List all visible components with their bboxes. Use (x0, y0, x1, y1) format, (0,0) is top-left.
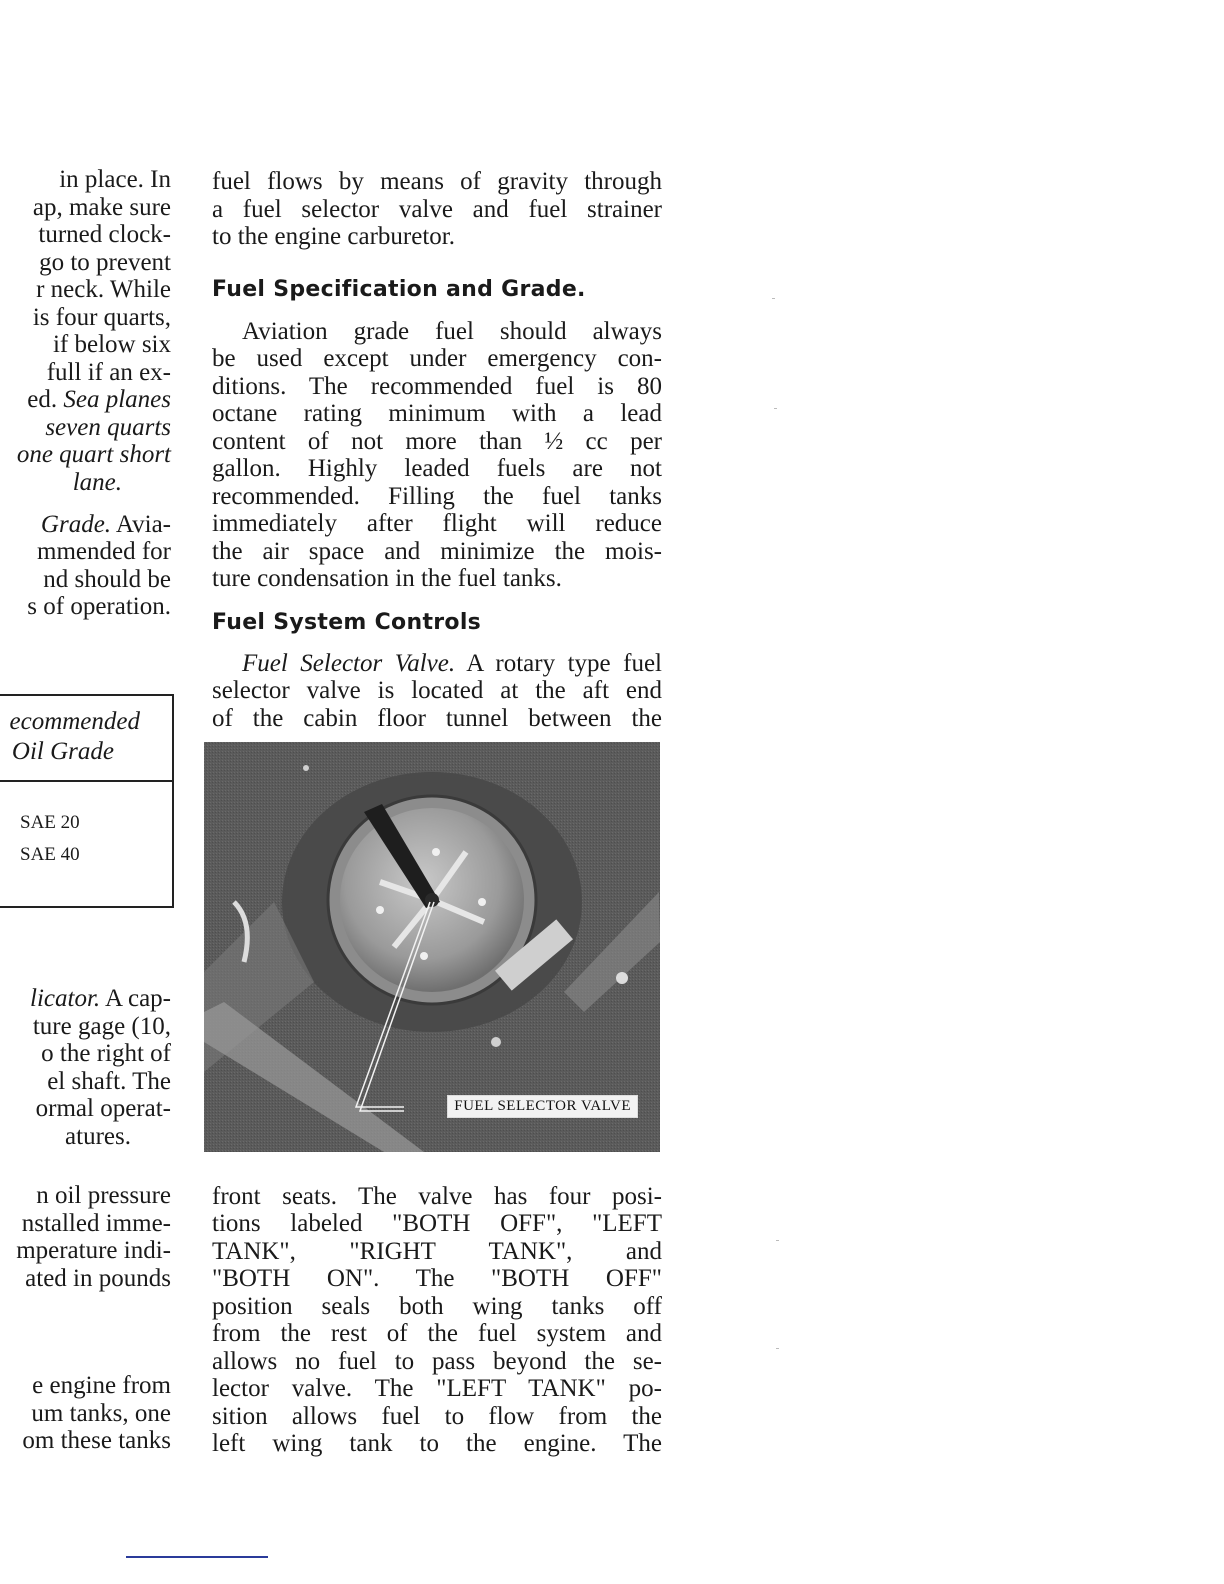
right-text-line: the air space and minimize the mois- (212, 538, 662, 565)
left-text-line: ormal operat- (35, 1095, 171, 1122)
scan-speck (776, 1348, 779, 1349)
left-text-line: r neck. While (36, 276, 171, 303)
figure-caption: FUEL SELECTOR VALVE (447, 1095, 638, 1118)
right-text-line: content of not more than ½ cc per (212, 428, 662, 455)
right-text-line: front seats. The valve has four posi- (212, 1183, 662, 1210)
left-text-line: mperature indi- (16, 1237, 171, 1264)
section-heading-fuel-system-controls: Fuel System Controls (212, 610, 482, 635)
right-text-line: octane rating minimum with a lead (212, 400, 662, 427)
right-text-line: position seals both wing tanks off (212, 1293, 662, 1320)
scan-speck (774, 408, 777, 409)
left-text-italic: one quart short (16, 441, 171, 468)
fuel-selector-valve-illustration (204, 742, 660, 1152)
right-text-line: ture condensation in the fuel tanks. (212, 565, 562, 592)
left-text-fragment: ed. (27, 386, 58, 413)
right-text-line: of the cabin floor tunnel between the (212, 705, 662, 732)
table-header-line: ecommended (9, 708, 140, 735)
left-text-line: n oil pressure (36, 1182, 171, 1209)
right-text-fragment: A rotary type fuel (466, 650, 662, 677)
right-text-line: from the rest of the fuel system and (212, 1320, 662, 1347)
left-text-line: nd should be (43, 566, 171, 593)
right-text-line: TANK", "RIGHT TANK", and (212, 1238, 662, 1265)
right-text-line: allows no fuel to pass beyond the se- (212, 1348, 662, 1375)
left-text-line: e engine from (32, 1372, 171, 1399)
left-text-line: if below six (52, 331, 171, 358)
right-text-line: to the engine carburetor. (212, 223, 455, 250)
scan-speck (772, 298, 775, 299)
right-text-line (212, 650, 662, 678)
left-text-line: full if an ex- (46, 359, 171, 386)
table-header-line: Oil Grade (11, 738, 114, 765)
fuel-selector-valve-photo (204, 742, 660, 1152)
left-text-line: nstalled imme- (21, 1210, 171, 1237)
left-text-line (30, 985, 171, 1013)
left-text-line: mmended for (37, 538, 171, 565)
right-text-line: lector valve. The "LEFT TANK" po- (212, 1375, 662, 1402)
scan-speck (776, 1240, 779, 1241)
right-text-line: selector valve is located at the aft end (212, 677, 662, 704)
right-text-line: fuel flows by means of gravity through (212, 168, 662, 195)
left-text-line (73, 469, 122, 497)
section-heading-fuel-specification: Fuel Specification and Grade. (212, 277, 586, 302)
left-text-italic: licator. (30, 985, 101, 1012)
right-text-line: left wing tank to the engine. The (212, 1430, 662, 1457)
left-text-line: ture gage (10, (32, 1013, 171, 1040)
right-text-line: be used except under emergency con- (212, 345, 662, 372)
left-text-line: o the right of (41, 1040, 171, 1067)
table-row: SAE 20 (20, 812, 80, 833)
left-text-italic: Grade. (40, 511, 112, 538)
left-text-line: go to prevent (39, 249, 171, 276)
left-text-line: om these tanks (22, 1427, 171, 1454)
left-text-line (41, 511, 171, 539)
right-text-line: gallon. Highly leaded fuels are not (212, 455, 662, 482)
right-text-line: a fuel selector valve and fuel strainer (212, 196, 662, 223)
left-text-line: atures. (65, 1123, 131, 1150)
table-row: SAE 40 (20, 844, 80, 865)
left-text-line: ated in pounds (25, 1265, 171, 1292)
right-text-line: ditions. The recommended fuel is 80 (212, 373, 662, 400)
left-text-fragment: Avia- (115, 511, 171, 538)
left-text-line (27, 386, 171, 414)
right-text-line: immediately after flight will reduce (212, 510, 662, 537)
left-text-line: s of operation. (27, 593, 171, 620)
left-text-line (45, 414, 171, 442)
right-text-line: recommended. Filling the fuel tanks (212, 483, 662, 510)
left-text-line (17, 441, 171, 469)
left-text-line: um tanks, one (31, 1400, 171, 1427)
left-text-line: in place. In (59, 166, 171, 193)
oil-grade-table (0, 694, 174, 908)
right-text-line: Aviation grade fuel should always (242, 318, 662, 345)
left-text-italic: lane. (72, 469, 122, 496)
footer-rule (126, 1556, 268, 1558)
right-text-line: sition allows fuel to flow from the (212, 1403, 662, 1430)
left-text-line: is four quarts, (32, 304, 171, 331)
left-text-italic: Sea planes (63, 386, 171, 413)
oil-grade-table-header (0, 696, 172, 782)
right-text-line: tions labeled "BOTH OFF", "LEFT (212, 1210, 662, 1237)
run-in-heading: Fuel Selector Valve. (242, 650, 456, 677)
left-text-line: el shaft. The (47, 1068, 171, 1095)
right-text-line: "BOTH ON". The "BOTH OFF" (212, 1265, 662, 1292)
left-text-fragment: A cap- (105, 985, 171, 1012)
left-text-italic: seven quarts (45, 414, 171, 441)
left-text-line: ap, make sure (32, 194, 171, 221)
left-text-line: turned clock- (38, 221, 171, 248)
